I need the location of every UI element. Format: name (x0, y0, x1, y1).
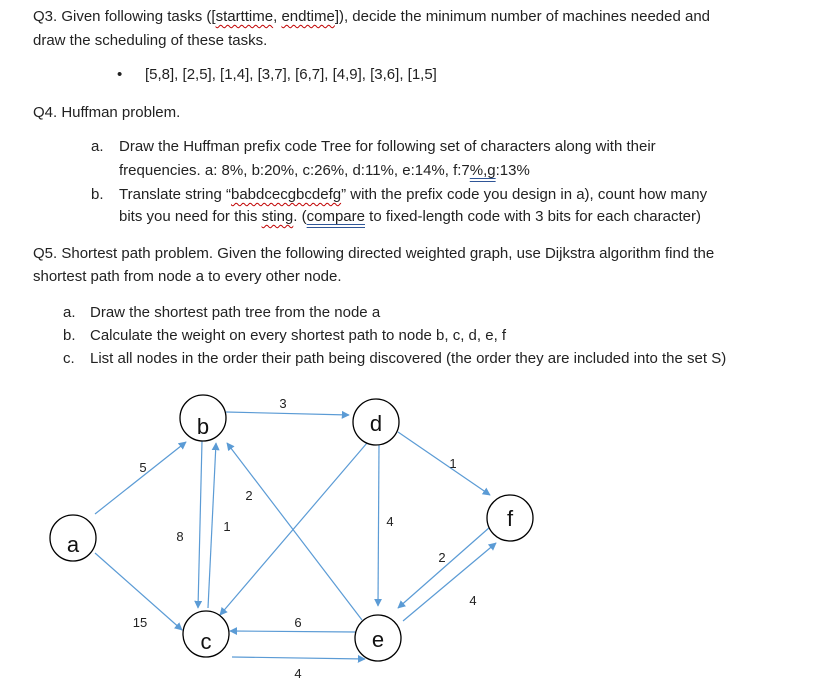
edge-d-c (220, 443, 367, 615)
edge-d-e (378, 445, 379, 606)
node-f-label: f (506, 506, 514, 531)
q4-a-line2-part: :13% (495, 162, 530, 179)
q3-starttime: starttime (215, 8, 274, 25)
weight-f-e: 4 (469, 593, 477, 608)
weight-a-b: 5 (139, 460, 147, 475)
q4-b-sting: sting (261, 208, 294, 225)
edge-e-b (227, 443, 362, 620)
node-a-label: a (66, 532, 80, 557)
q5-item-c-marker: c. (63, 350, 75, 367)
edge-a-b (95, 442, 186, 514)
edge-c-e (232, 657, 365, 659)
q5-item-a-marker: a. (63, 304, 76, 321)
q4-a-marker: a. (91, 138, 104, 155)
edge-b-d (226, 412, 349, 415)
q4-a-line2-g: %,g (469, 162, 496, 179)
node-e-label: e (371, 627, 385, 652)
edge-c-b (208, 443, 216, 608)
q5-line2: shortest path from node a to every other node. (33, 268, 342, 285)
q3-line1-part: ]), decide the minimum number of machines needed and (334, 8, 711, 25)
q4-b-line2-part: to fixed-length code with 3 bits for each character) (364, 208, 701, 225)
q5-item-b: Calculate the weight on every shortest path to node b, c, d, e, f (90, 327, 507, 344)
edge-e-c (230, 631, 355, 632)
q3-line2: draw the scheduling of these tasks. (33, 32, 268, 49)
weight-b-c: 8 (176, 529, 184, 544)
q4-a-line1: Draw the Huffman prefix code Tree for following set of characters along with their (119, 138, 656, 155)
q4-b-string: babdcecgbcdefg (230, 186, 342, 203)
q3-line1-part: , (273, 8, 282, 25)
q3-endtime: endtime (281, 8, 335, 25)
q4-a-line2-part: frequencies. a: 8%, b:20%, c:26%, d:11%, e:14%, f:7 (119, 162, 470, 179)
q4-b-compare: compare (306, 208, 365, 225)
q5-item-b-marker: b. (63, 327, 76, 344)
weight-c-e: 4 (294, 666, 302, 681)
q3-line1-part: Q3. Given following tasks ([ (33, 8, 216, 25)
q5-line1: Q5. Shortest path problem. Given the following directed weighted graph, use Dijkstra algorithm find the (33, 245, 715, 262)
weight-a-c: 15 (132, 615, 148, 630)
q3-tasks: [5,8], [2,5], [1,4], [3,7], [6,7], [4,9], [3,6], [1,5] (145, 66, 437, 83)
q4-b-line2-part: bits you need for this (119, 208, 262, 225)
node-b-label: b (196, 414, 210, 439)
q4-b-line1-part: Translate string “ (119, 186, 231, 203)
bullet-marker: • (117, 66, 123, 83)
weight-b-d: 3 (279, 396, 287, 411)
weight-e-b: 2 (245, 488, 253, 503)
weight-e-f: 2 (438, 550, 446, 565)
node-d-label: d (369, 411, 383, 436)
edge-e-f (403, 543, 496, 621)
q5-item-c: List all nodes in the order their path being discovered (the order they are included into the set S) (90, 350, 727, 367)
weight-c-b: 1 (223, 519, 231, 534)
q4-b-line2-part: . ( (293, 208, 307, 225)
weight-e-c: 6 (294, 615, 302, 630)
edge-d-f (398, 432, 490, 495)
weight-d-e: 4 (386, 514, 394, 529)
q4-b-marker: b. (91, 186, 104, 203)
weight-d-f: 1 (449, 456, 457, 471)
node-c-label: c (200, 629, 212, 654)
q4-b-line1-part: ” with the prefix code you design in a), count how many (341, 186, 708, 203)
edge-b-c (198, 441, 202, 608)
q4-title: Q4. Huffman problem. (33, 104, 181, 121)
q5-item-a: Draw the shortest path tree from the node a (90, 304, 381, 321)
